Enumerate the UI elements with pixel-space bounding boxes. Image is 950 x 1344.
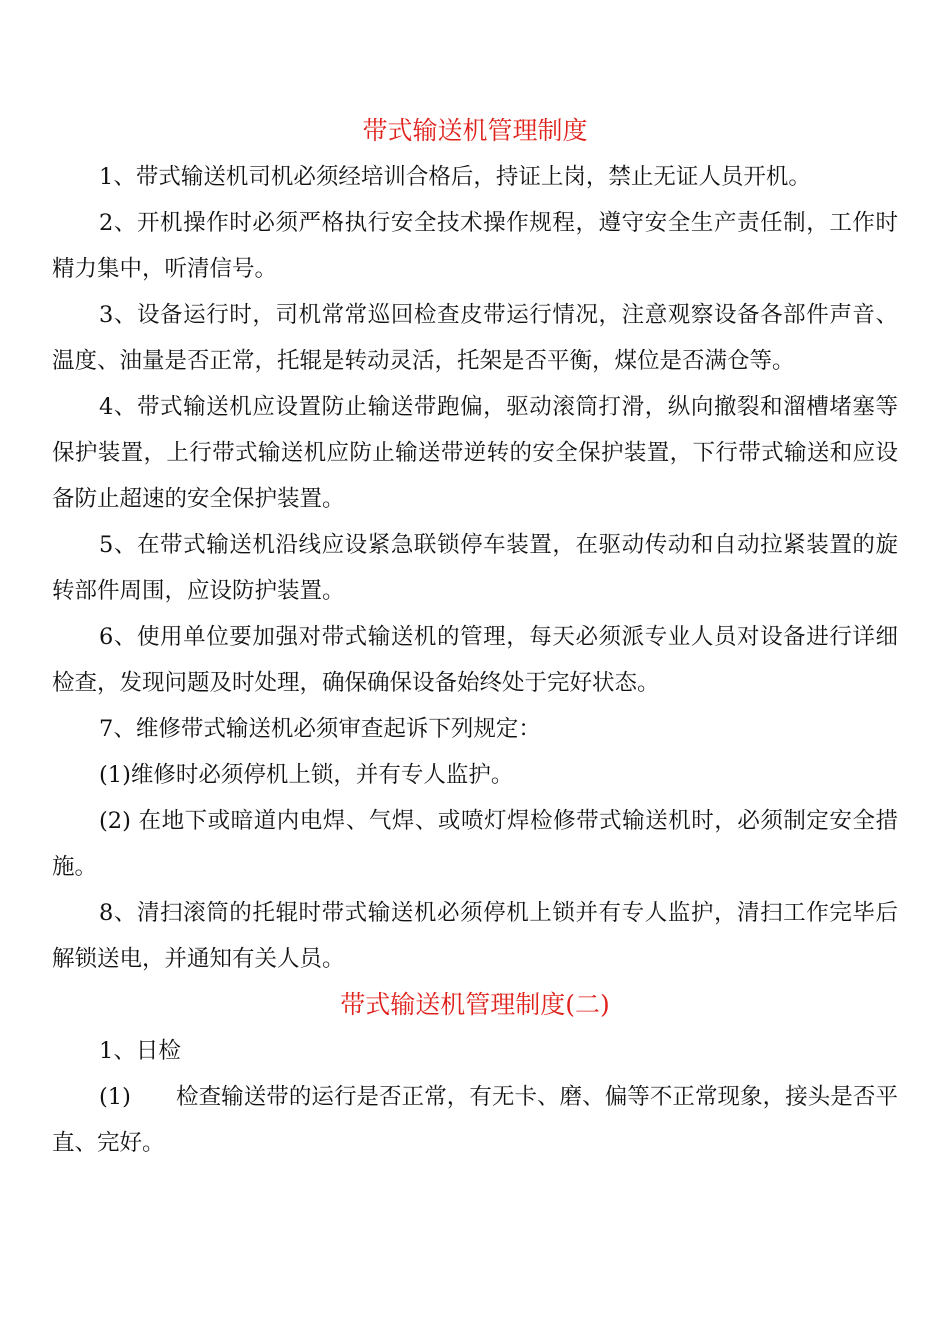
paragraph-3: 3、设备运行时，司机常常巡回检查皮带运行情况，注意观察设备各部件声音、温度、油量是否正常，托辊是转动灵活，托架是否平衡，煤位是否满仓等。 xyxy=(52,302,898,374)
paragraph-7: 7、维修带式输送机必须审查起诉下列规定： xyxy=(99,716,541,742)
section-title-2: 带式输送机管理制度(二) xyxy=(340,990,610,1019)
paragraph-7-item-1: (1)维修时必须停机上锁，并有专人监护。 xyxy=(99,762,514,788)
paragraph-4: 4、带式输送机应设置防止输送带跑偏，驱动滚筒打滑，纵向撤裂和溜槽堵塞等保护装置，上行带式输送机应防止输送带逆转的安全保护装置，下行带式输送和应设备防止超速的安全保护装置。 xyxy=(52,394,898,512)
paragraph-5: 5、在带式输送机沿线应设紧急联锁停车装置，在驱动传动和自动拉紧装置的旋转部件周围，应设防护装置。 xyxy=(52,532,898,604)
section-2-heading-daily-check: 1、日检 xyxy=(99,1038,181,1064)
document-title: 带式输送机管理制度 xyxy=(362,116,588,145)
paragraph-2: 2、开机操作时必须严格执行安全技术操作规程，遵守安全生产责任制，工作时精力集中，听清信号。 xyxy=(52,210,898,282)
paragraph-7-item-2: (2) 在地下或暗道内电焊、气焊、或喷灯焊检修带式输送机时，必须制定安全措施。 xyxy=(52,808,898,880)
document-page xyxy=(52,108,898,1166)
paragraph-1: 1、带式输送机司机必须经培训合格后，持证上岗，禁止无证人员开机。 xyxy=(99,164,811,190)
paragraph-6: 6、使用单位要加强对带式输送机的管理，每天必须派专业人员对设备进行详细检查，发现问题及时处理，确保确保设备始终处于完好状态。 xyxy=(52,624,898,696)
section-2-item-1: (1) 检查输送带的运行是否正常，有无卡、磨、偏等不正常现象，接头是否平直、完好。 xyxy=(52,1084,898,1156)
paragraph-8: 8、清扫滚筒的托辊时带式输送机必须停机上锁并有专人监护，清扫工作完毕后解锁送电，并通知有关人员。 xyxy=(52,900,898,972)
